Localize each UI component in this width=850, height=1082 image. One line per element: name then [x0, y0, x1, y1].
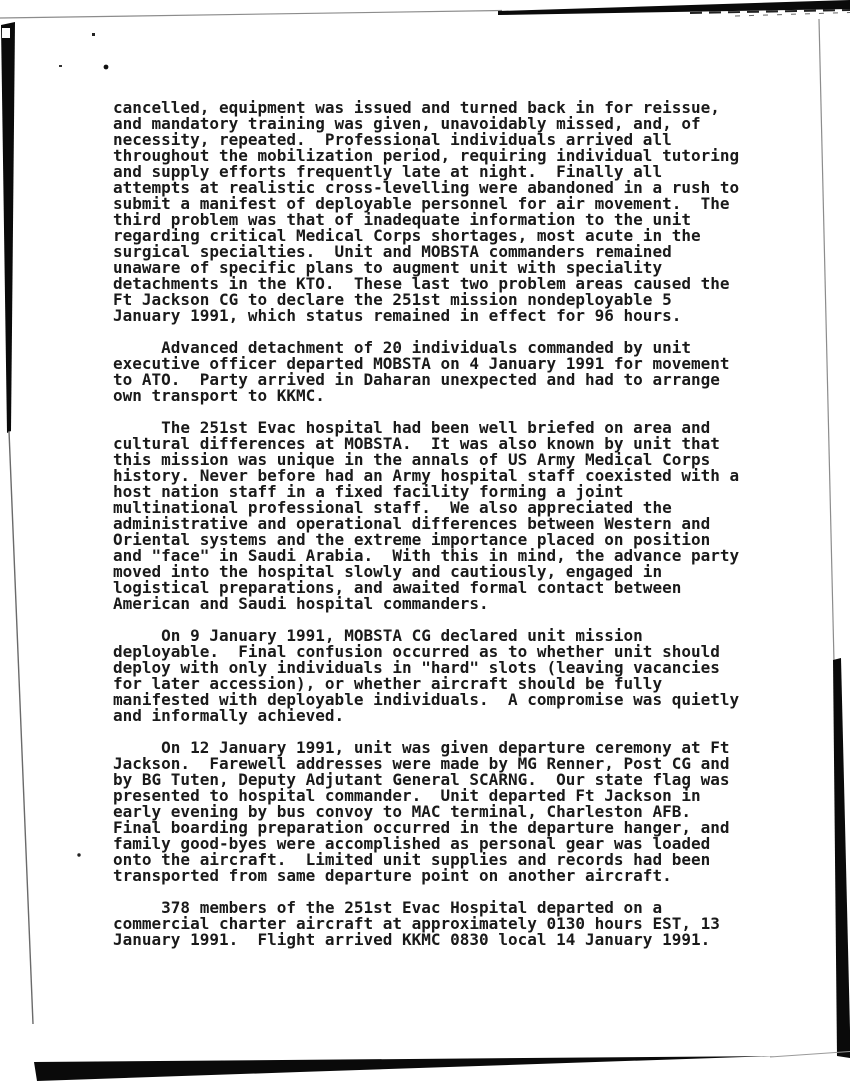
- text-line: Advanced detachment of 20 individuals commanded by unit: [113, 338, 691, 357]
- text-line: detachments in the KTO. These last two problem areas caused the: [113, 274, 730, 293]
- text-line: to ATO. Party arrived in Daharan unexpected and had to arrange: [113, 370, 720, 389]
- text-line: presented to hospital commander. Unit departed Ft Jackson in: [113, 786, 701, 805]
- text-line: On 9 January 1991, MOBSTA CG declared unit mission: [113, 626, 643, 645]
- top-right-dashes-faint: [735, 13, 850, 17]
- text-line: host nation staff in a fixed facility forming a joint: [113, 482, 624, 501]
- text-line: attempts at realistic cross-levelling were abandoned in a rush to: [113, 178, 740, 197]
- text-line: third problem was that of inadequate information to the unit: [113, 210, 691, 229]
- top-edge-line: [0, 11, 502, 19]
- text-line: early evening by bus convoy to MAC terminal, Charleston AFB.: [113, 802, 691, 821]
- text-line: throughout the mobilization period, requiring individual tutoring: [113, 146, 740, 165]
- speck: [92, 33, 95, 36]
- text-line: by BG Tuten, Deputy Adjutant General SCARNG. Our state flag was: [113, 770, 730, 789]
- paragraph: [113, 628, 773, 724]
- text-line: this mission was unique in the annals of US Army Medical Corps: [113, 450, 711, 469]
- text-line: necessity, repeated. Professional individuals arrived all: [113, 130, 672, 149]
- bottom-black-bar: [34, 1056, 775, 1081]
- text-line: transported from same departure point on another aircraft.: [113, 866, 672, 885]
- text-line: regarding critical Medical Corps shortages, most acute in the: [113, 226, 701, 245]
- text-line: deploy with only individuals in "hard" slots (leaving vacancies: [113, 658, 720, 677]
- left-black-wedge: [1, 22, 15, 433]
- text-line: administrative and operational differences between Western and: [113, 514, 711, 533]
- text-line: The 251st Evac hospital had been well briefed on area and: [113, 418, 711, 437]
- text-line: unaware of specific plans to augment unit with speciality: [113, 258, 663, 277]
- text-line: cultural differences at MOBSTA. It was also known by unit that: [113, 434, 720, 453]
- right-black-wedge: [833, 658, 850, 1058]
- text-line: January 1991. Flight arrived KKMC 0830 local 14 January 1991.: [113, 930, 711, 949]
- top-right-black-bar: [498, 0, 850, 15]
- text-line: and mandatory training was given, unavoidably missed, and, of: [113, 114, 701, 133]
- speck: [77, 853, 80, 856]
- text-line: On 12 January 1991, unit was given departure ceremony at Ft: [113, 738, 730, 757]
- paragraph: [113, 900, 773, 948]
- text-line: family good-byes were accomplished as personal gear was loaded: [113, 834, 711, 853]
- text-line: deployable. Final confusion occurred as to whether unit should: [113, 642, 720, 661]
- paragraph: [113, 420, 773, 612]
- text-line: executive officer departed MOBSTA on 4 January 1991 for movement: [113, 354, 730, 373]
- text-line: for later accession), or whether aircraft should be fully: [113, 674, 663, 693]
- text-line: 378 members of the 251st Evac Hospital departed on a: [113, 898, 663, 917]
- text-line: and informally achieved.: [113, 706, 345, 725]
- speck: [59, 65, 62, 67]
- left-edge-line: [9, 431, 33, 1024]
- bottom-right-edge-line: [770, 1052, 850, 1058]
- right-edge-line: [819, 19, 834, 662]
- text-line: American and Saudi hospital commanders.: [113, 594, 489, 613]
- text-line: commercial charter aircraft at approximately 0130 hours EST, 13: [113, 914, 720, 933]
- text-line: multinational professional staff. We also appreciated the: [113, 498, 672, 517]
- speck: [104, 65, 109, 70]
- paragraph: [113, 740, 773, 884]
- paragraph: [113, 100, 773, 324]
- left-wedge-white-notch: [2, 28, 10, 38]
- text-line: own transport to KKMC.: [113, 386, 325, 405]
- document-text: [113, 100, 773, 948]
- text-line: manifested with deployable individuals. A compromise was quietly: [113, 690, 740, 709]
- text-line: surgical specialties. Unit and MOBSTA commanders remained: [113, 242, 672, 261]
- text-line: Final boarding preparation occurred in the departure hanger, and: [113, 818, 730, 837]
- text-line: and supply efforts frequently late at night. Finally all: [113, 162, 663, 181]
- text-line: submit a manifest of deployable personnel for air movement. The: [113, 194, 730, 213]
- top-right-dashes: [690, 10, 850, 13]
- text-line: Jackson. Farewell addresses were made by MG Renner, Post CG and: [113, 754, 730, 773]
- text-line: logistical preparations, and awaited formal contact between: [113, 578, 682, 597]
- text-line: January 1991, which status remained in effect for 96 hours.: [113, 306, 682, 325]
- text-line: and "face" in Saudi Arabia. With this in mind, the advance party: [113, 546, 740, 565]
- text-line: history. Never before had an Army hospital staff coexisted with a: [113, 466, 740, 485]
- text-line: cancelled, equipment was issued and turned back in for reissue,: [113, 98, 720, 117]
- text-line: Oriental systems and the extreme importance placed on position: [113, 530, 711, 549]
- paragraph: [113, 340, 773, 404]
- text-line: Ft Jackson CG to declare the 251st mission nondeployable 5: [113, 290, 672, 309]
- text-line: onto the aircraft. Limited unit supplies and records had been: [113, 850, 711, 869]
- text-line: moved into the hospital slowly and cautiously, engaged in: [113, 562, 663, 581]
